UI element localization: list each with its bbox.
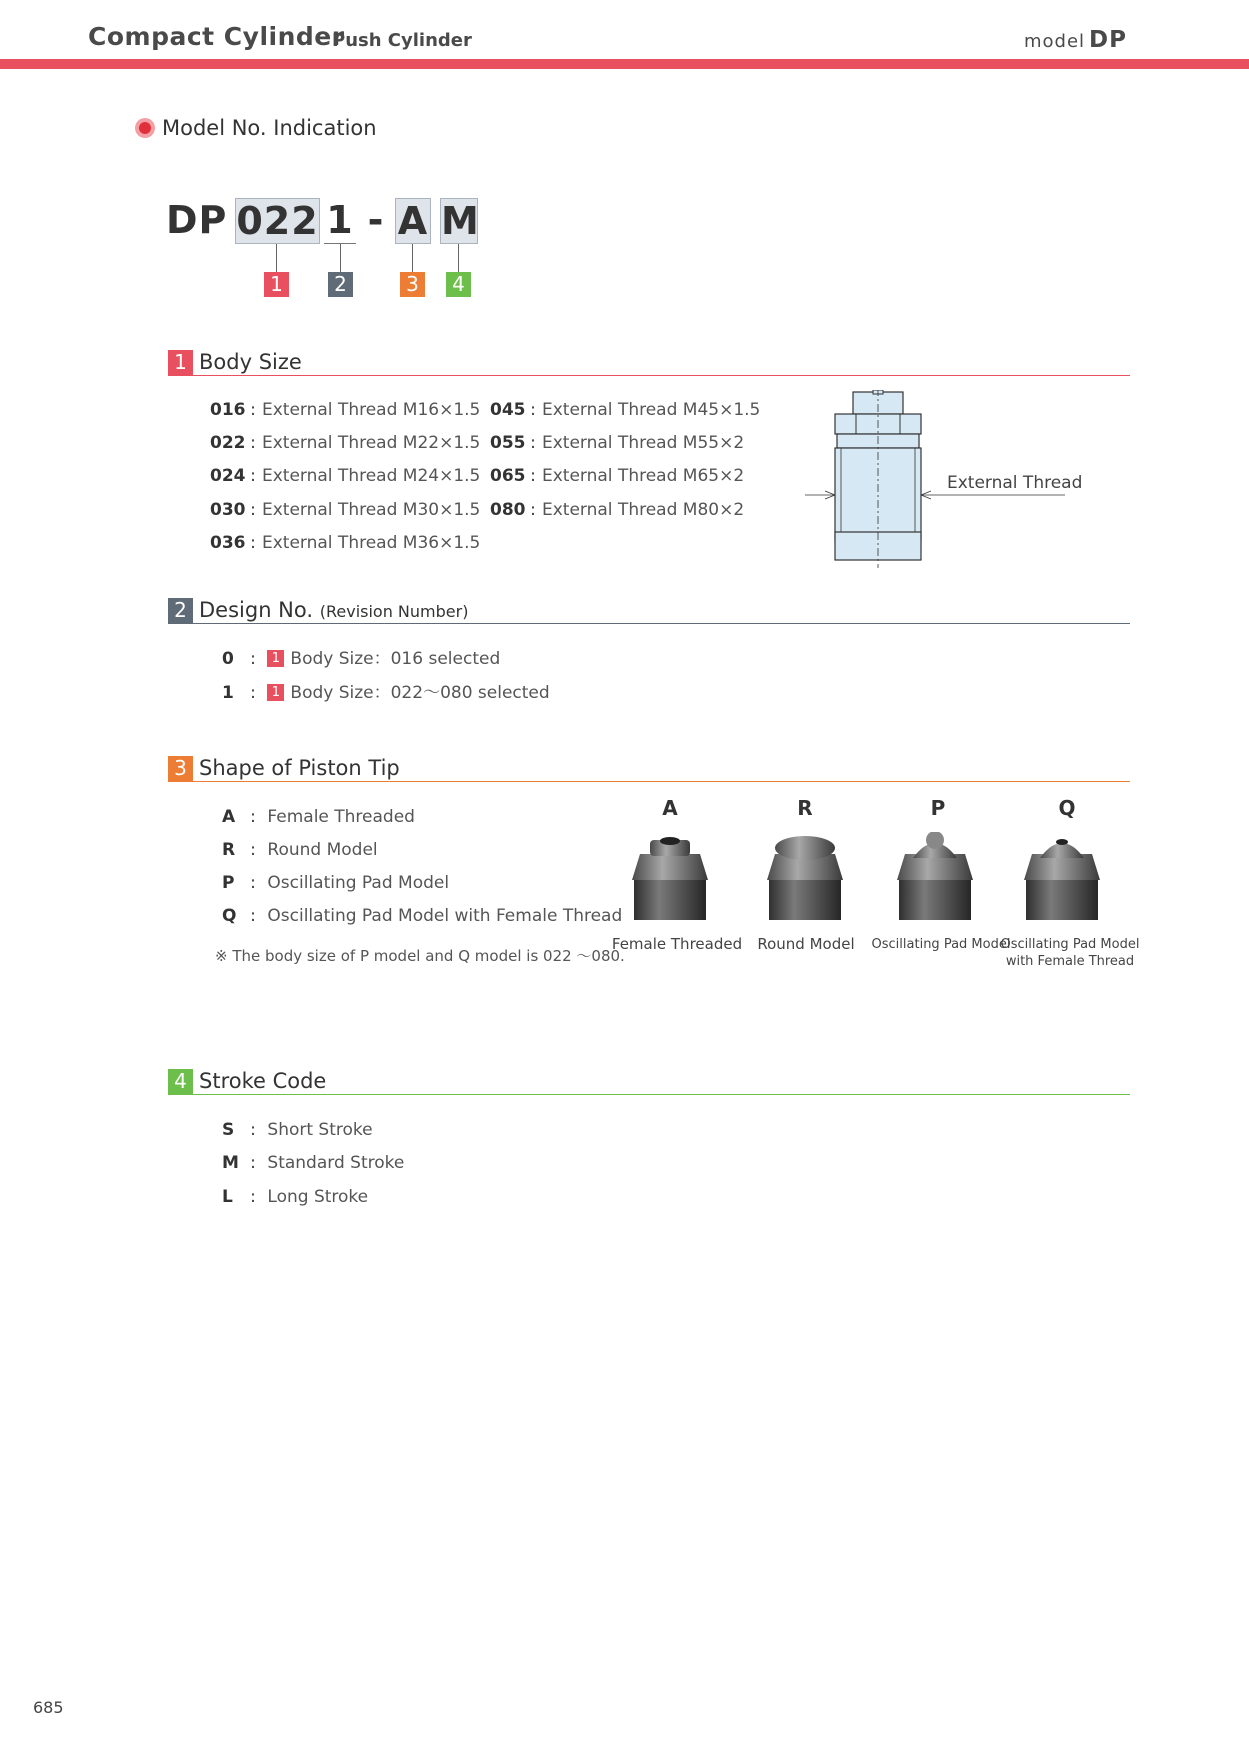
tip-photo-p [897, 832, 973, 920]
section-heading: Design No. (Revision Number) [199, 598, 469, 622]
body-size-row: 022 : External Thread M22×1.5 [210, 433, 481, 453]
body-size-row: 036 : External Thread M36×1.5 [210, 533, 481, 553]
marker-2: 2 [328, 272, 353, 297]
model-name: DP [1089, 27, 1127, 53]
tip-photo-r [767, 836, 843, 920]
page-title: Compact Cylinder [88, 22, 345, 51]
tip-caption: Oscillating Pad Model with Female Thread [1000, 937, 1140, 969]
tip-caption: Female Threaded [611, 935, 743, 953]
body-size-row: 065 : External Thread M65×2 [490, 466, 745, 486]
body-size-row: 024 : External Thread M24×1.5 [210, 466, 481, 486]
body-size-row: 080 : External Thread M80×2 [490, 500, 745, 520]
connector-line [458, 244, 459, 272]
tip-label: R [797, 796, 813, 820]
page-subtitle: Push Cylinder [332, 30, 472, 51]
section-rule [168, 375, 1130, 376]
section-heading: Stroke Code [199, 1069, 327, 1093]
stroke-row: L : Long Stroke [222, 1187, 369, 1207]
body-size-row: 055 : External Thread M55×2 [490, 433, 745, 453]
tip-label: P [930, 796, 946, 820]
size-note: ※ The body size of P model and Q model is 022 ～080. [215, 947, 625, 965]
code-dash: - [367, 198, 385, 242]
section-number: 4 [168, 1069, 193, 1094]
section-rule [168, 1094, 1130, 1095]
tip-label: Q [1058, 796, 1076, 820]
design-row: 0 : 1 Body Size：016 selected [222, 649, 501, 669]
tip-row: Q : Oscillating Pad Model with Female Thread [222, 906, 623, 926]
header-bar [0, 59, 1249, 69]
section-rule [168, 623, 1130, 624]
tip-label: A [662, 796, 678, 820]
code-stroke: M [441, 199, 480, 243]
section-heading: Shape of Piston Tip [199, 756, 400, 780]
code-design: 1 [324, 198, 356, 244]
code-prefix: DP [166, 198, 228, 242]
tip-caption: Oscillating Pad Model [871, 937, 1011, 952]
section-bullet-icon [135, 118, 155, 138]
section-number: 3 [168, 756, 193, 781]
connector-line [276, 244, 277, 272]
section-rule [168, 781, 1130, 782]
page-number: 685 [33, 1698, 64, 1717]
code-tip: A [395, 198, 431, 244]
tip-photo-a [632, 837, 708, 920]
section-number: 2 [168, 598, 193, 623]
section-heading: Body Size [199, 350, 302, 374]
body-size-row: 030 : External Thread M30×1.5 [210, 500, 481, 520]
marker-1: 1 [264, 272, 289, 297]
tip-caption: Round Model [757, 935, 855, 953]
body-size-row: 045 : External Thread M45×1.5 [490, 400, 761, 420]
code-size: 022 [236, 199, 319, 243]
diagram-label: External Thread [947, 473, 1083, 493]
model-label [1024, 27, 1127, 53]
tip-row: A : Female Threaded [222, 807, 415, 827]
stroke-row: S : Short Stroke [222, 1120, 373, 1140]
connector-line [412, 244, 413, 272]
piston-tip-illustrations [620, 832, 1140, 922]
tip-row: R : Round Model [222, 840, 378, 860]
marker-4: 4 [446, 272, 471, 297]
connector-line [340, 244, 341, 272]
tip-photo-q [1024, 839, 1100, 920]
tip-row: P : Oscillating Pad Model [222, 873, 450, 893]
marker-3: 3 [400, 272, 425, 297]
design-row: 1 : 1 Body Size：022～080 selected [222, 683, 550, 703]
body-size-row: 016 : External Thread M16×1.5 [210, 400, 481, 420]
section-number: 1 [168, 350, 193, 375]
section-title: Model No. Indication [162, 116, 377, 140]
model-prefix: model [1023, 31, 1086, 52]
stroke-row: M : Standard Stroke [222, 1153, 405, 1173]
